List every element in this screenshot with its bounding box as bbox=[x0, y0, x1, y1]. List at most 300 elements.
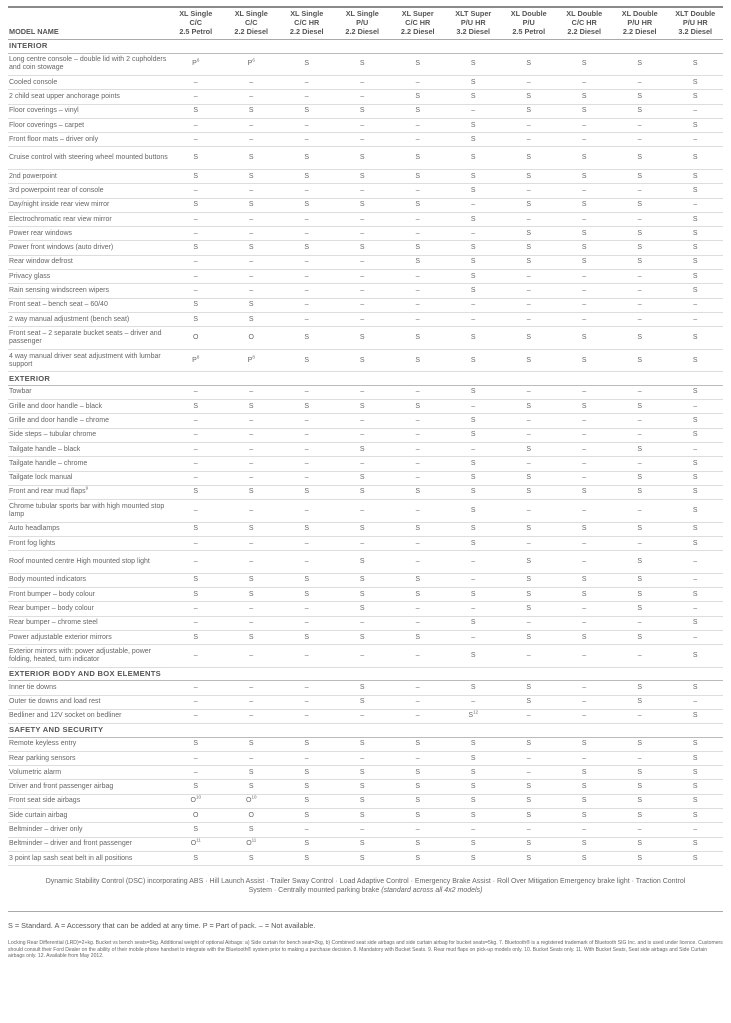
availability-cell: – bbox=[557, 500, 613, 523]
availability-cell: S bbox=[279, 485, 335, 499]
availability-cell: S bbox=[612, 837, 668, 851]
dsc-italic: (standard across all 4x2 models) bbox=[381, 887, 483, 895]
feature-label: Rear bumper – body colour bbox=[8, 602, 168, 616]
model-header-line: 3.2 Diesel bbox=[456, 27, 491, 36]
availability-cell: S bbox=[668, 90, 724, 104]
availability-cell: – bbox=[557, 536, 613, 550]
availability-cell: S bbox=[224, 400, 280, 414]
availability-cell: – bbox=[446, 823, 502, 837]
section-title: EXTERIOR BODY AND BOX ELEMENTS bbox=[8, 667, 723, 681]
availability-cell: S bbox=[335, 695, 391, 709]
availability-cell: S bbox=[390, 485, 446, 499]
availability-cell: – bbox=[335, 457, 391, 471]
table-row bbox=[8, 90, 723, 104]
table-row bbox=[8, 709, 723, 723]
availability-cell: O bbox=[168, 327, 224, 350]
table-row bbox=[8, 400, 723, 414]
availability-cell: S bbox=[446, 837, 502, 851]
availability-cell: S bbox=[446, 169, 502, 183]
availability-cell: – bbox=[612, 751, 668, 765]
availability-cell: S bbox=[446, 53, 502, 76]
table-row bbox=[8, 76, 723, 90]
availability-cell: S bbox=[501, 147, 557, 170]
availability-cell: – bbox=[612, 133, 668, 147]
availability-cell: S bbox=[557, 588, 613, 602]
availability-cell: S bbox=[224, 241, 280, 255]
footnote-ref: 6 bbox=[252, 57, 255, 63]
table-row bbox=[8, 573, 723, 587]
availability-cell: $S^{12}$ bbox=[446, 709, 502, 723]
availability-cell: S bbox=[612, 809, 668, 823]
availability-cell: – bbox=[168, 471, 224, 485]
availability-cell: – bbox=[279, 212, 335, 226]
availability-cell: S bbox=[335, 794, 391, 808]
availability-cell: S bbox=[446, 414, 502, 428]
model-header-line: C/C HR bbox=[405, 18, 431, 27]
availability-cell: S bbox=[612, 522, 668, 536]
availability-cell: S bbox=[557, 104, 613, 118]
availability-cell: S bbox=[557, 766, 613, 780]
availability-cell: S bbox=[501, 588, 557, 602]
availability-cell: S bbox=[557, 522, 613, 536]
table-row bbox=[8, 809, 723, 823]
availability-cell: – bbox=[501, 645, 557, 668]
availability-cell: S bbox=[390, 573, 446, 587]
availability-cell: – bbox=[557, 709, 613, 723]
availability-cell: S bbox=[446, 428, 502, 442]
availability-cell: S bbox=[335, 241, 391, 255]
availability-cell: S bbox=[501, 90, 557, 104]
availability-cell: S bbox=[168, 104, 224, 118]
availability-cell: S bbox=[279, 794, 335, 808]
availability-cell: – bbox=[668, 602, 724, 616]
availability-cell: – bbox=[501, 76, 557, 90]
availability-cell: – bbox=[446, 573, 502, 587]
availability-cell: – bbox=[224, 90, 280, 104]
availability-cell: – bbox=[224, 471, 280, 485]
availability-cell: – bbox=[612, 536, 668, 550]
availability-cell: S bbox=[668, 616, 724, 630]
model-header bbox=[335, 7, 391, 40]
availability-cell: S bbox=[390, 255, 446, 269]
availability-cell: S bbox=[557, 227, 613, 241]
model-header-line: XLT Super bbox=[455, 9, 492, 18]
availability-cell: S bbox=[557, 485, 613, 499]
availability-cell: S bbox=[612, 400, 668, 414]
availability-cell: – bbox=[168, 414, 224, 428]
feature-label: 3 point lap sash seat belt in all positions bbox=[8, 851, 168, 865]
availability-cell: S bbox=[335, 327, 391, 350]
availability-cell: S bbox=[446, 616, 502, 630]
feature-label: Day/night inside rear view mirror bbox=[8, 198, 168, 212]
availability-cell: S bbox=[446, 270, 502, 284]
availability-cell: – bbox=[390, 298, 446, 312]
availability-cell: S bbox=[168, 198, 224, 212]
availability-cell: – bbox=[612, 428, 668, 442]
availability-cell: – bbox=[446, 630, 502, 644]
model-header-line: XL Single bbox=[290, 9, 324, 18]
availability-cell: S bbox=[612, 53, 668, 76]
availability-cell: – bbox=[501, 751, 557, 765]
availability-cell: – bbox=[224, 709, 280, 723]
availability-cell: – bbox=[668, 298, 724, 312]
availability-cell: – bbox=[279, 118, 335, 132]
availability-cell: – bbox=[224, 76, 280, 90]
availability-cell: – bbox=[224, 212, 280, 226]
availability-cell: S bbox=[668, 751, 724, 765]
availability-cell: – bbox=[224, 695, 280, 709]
availability-cell: S bbox=[335, 588, 391, 602]
availability-cell: S bbox=[501, 630, 557, 644]
availability-cell: S bbox=[668, 428, 724, 442]
availability-cell: – bbox=[390, 536, 446, 550]
availability-cell: – bbox=[224, 270, 280, 284]
availability-cell: – bbox=[168, 442, 224, 456]
availability-cell: S bbox=[279, 573, 335, 587]
availability-cell: – bbox=[612, 118, 668, 132]
availability-cell: S bbox=[668, 471, 724, 485]
availability-cell: – bbox=[335, 118, 391, 132]
availability-cell: S bbox=[168, 147, 224, 170]
availability-cell: S bbox=[668, 169, 724, 183]
model-header bbox=[612, 7, 668, 40]
availability-cell: S bbox=[224, 198, 280, 212]
availability-cell: – bbox=[557, 428, 613, 442]
feature-label: Grille and door handle – chrome bbox=[8, 414, 168, 428]
model-header-line: C/C HR bbox=[571, 18, 597, 27]
availability-cell: – bbox=[390, 645, 446, 668]
availability-cell: – bbox=[168, 536, 224, 550]
availability-cell: S bbox=[557, 737, 613, 751]
availability-cell: S bbox=[501, 737, 557, 751]
header-row bbox=[8, 7, 723, 40]
table-row bbox=[8, 255, 723, 269]
model-header-line: XL Super bbox=[401, 9, 434, 18]
feature-label: Side steps – tubular chrome bbox=[8, 428, 168, 442]
availability-cell: – bbox=[168, 76, 224, 90]
availability-cell: S bbox=[390, 837, 446, 851]
availability-cell: – bbox=[501, 270, 557, 284]
table-row bbox=[8, 442, 723, 456]
table-row bbox=[8, 133, 723, 147]
availability-cell: S bbox=[335, 630, 391, 644]
availability-cell: – bbox=[501, 298, 557, 312]
feature-label: Beltminder – driver only bbox=[8, 823, 168, 837]
dsc-note bbox=[8, 877, 723, 895]
table-row bbox=[8, 500, 723, 523]
availability-cell: S bbox=[501, 602, 557, 616]
model-header-line: P/U bbox=[356, 18, 369, 27]
table-row bbox=[8, 485, 723, 499]
table-row bbox=[8, 551, 723, 574]
availability-cell: $P^8$ bbox=[224, 349, 280, 372]
availability-cell: – bbox=[224, 184, 280, 198]
availability-cell: S bbox=[335, 573, 391, 587]
availability-cell: – bbox=[446, 227, 502, 241]
availability-cell: – bbox=[224, 645, 280, 668]
availability-cell: – bbox=[557, 212, 613, 226]
availability-cell: – bbox=[224, 442, 280, 456]
availability-cell: S bbox=[668, 485, 724, 499]
availability-cell: – bbox=[557, 823, 613, 837]
availability-cell: S bbox=[446, 751, 502, 765]
availability-cell: – bbox=[501, 428, 557, 442]
availability-cell: S bbox=[279, 837, 335, 851]
availability-cell: S bbox=[501, 551, 557, 574]
availability-cell: – bbox=[668, 198, 724, 212]
feature-label: Bedliner and 12V socket on bedliner bbox=[8, 709, 168, 723]
section-header bbox=[8, 372, 723, 386]
availability-cell: – bbox=[168, 766, 224, 780]
availability-cell: S bbox=[668, 536, 724, 550]
table-row bbox=[8, 169, 723, 183]
availability-cell: – bbox=[501, 284, 557, 298]
availability-cell: – bbox=[224, 681, 280, 695]
availability-cell: S bbox=[446, 147, 502, 170]
feature-label: Power front windows (auto driver) bbox=[8, 241, 168, 255]
availability-cell: – bbox=[668, 442, 724, 456]
availability-cell: – bbox=[335, 751, 391, 765]
availability-cell: S bbox=[501, 442, 557, 456]
availability-cell: S bbox=[668, 709, 724, 723]
availability-cell: – bbox=[501, 616, 557, 630]
feature-label: Tailgate handle – chrome bbox=[8, 457, 168, 471]
table-row bbox=[8, 737, 723, 751]
availability-cell: – bbox=[501, 414, 557, 428]
availability-cell: S bbox=[390, 198, 446, 212]
availability-cell: S bbox=[612, 630, 668, 644]
availability-cell: S bbox=[168, 241, 224, 255]
availability-cell: – bbox=[279, 645, 335, 668]
availability-cell: S bbox=[279, 53, 335, 76]
availability-cell: – bbox=[612, 212, 668, 226]
availability-cell: – bbox=[279, 442, 335, 456]
availability-cell: S bbox=[446, 90, 502, 104]
dsc-text: Dynamic Stability Control (DSC) incorporating ABS · Hill Launch Assist · Trailer Sway Control · Load Adaptive Control · Emergency Brake Assist · Roll Over Mitigation Emergency brake light · Traction Control System · Centrally mounted parking brake bbox=[45, 878, 686, 895]
availability-cell: S bbox=[168, 851, 224, 865]
availability-cell: – bbox=[279, 298, 335, 312]
availability-cell: S bbox=[557, 327, 613, 350]
availability-cell: S bbox=[335, 851, 391, 865]
availability-cell: S bbox=[390, 147, 446, 170]
availability-cell: – bbox=[279, 751, 335, 765]
availability-cell: – bbox=[279, 536, 335, 550]
availability-cell: – bbox=[557, 298, 613, 312]
availability-cell: S bbox=[335, 737, 391, 751]
availability-cell: S bbox=[501, 327, 557, 350]
availability-cell: – bbox=[168, 270, 224, 284]
availability-cell: – bbox=[612, 76, 668, 90]
availability-cell: S bbox=[390, 104, 446, 118]
section-header bbox=[8, 40, 723, 54]
section-title: EXTERIOR bbox=[8, 372, 723, 386]
availability-cell: S bbox=[224, 588, 280, 602]
availability-cell: S bbox=[612, 681, 668, 695]
availability-cell: – bbox=[168, 184, 224, 198]
availability-cell: – bbox=[390, 457, 446, 471]
availability-cell: S bbox=[501, 104, 557, 118]
model-header bbox=[390, 7, 446, 40]
availability-cell: – bbox=[279, 227, 335, 241]
feature-label: 2nd powerpoint bbox=[8, 169, 168, 183]
table-row bbox=[8, 823, 723, 837]
availability-cell: S bbox=[390, 522, 446, 536]
availability-cell: S bbox=[390, 400, 446, 414]
feature-label: Auto headlamps bbox=[8, 522, 168, 536]
feature-label: Volumetric alarm bbox=[8, 766, 168, 780]
availability-cell: – bbox=[612, 312, 668, 326]
availability-cell: – bbox=[612, 298, 668, 312]
availability-cell: S bbox=[612, 169, 668, 183]
availability-cell: S bbox=[279, 737, 335, 751]
availability-cell: – bbox=[390, 695, 446, 709]
table-row bbox=[8, 184, 723, 198]
availability-cell: S bbox=[446, 241, 502, 255]
availability-cell: – bbox=[557, 385, 613, 399]
specification-table bbox=[8, 6, 723, 866]
availability-cell: S bbox=[224, 766, 280, 780]
feature-label: Grille and door handle – black bbox=[8, 400, 168, 414]
availability-cell: S bbox=[612, 780, 668, 794]
availability-cell: – bbox=[446, 602, 502, 616]
availability-cell: – bbox=[224, 457, 280, 471]
availability-cell: S bbox=[501, 522, 557, 536]
availability-cell: – bbox=[612, 414, 668, 428]
availability-cell: S bbox=[390, 588, 446, 602]
feature-label: 3rd powerpoint rear of console bbox=[8, 184, 168, 198]
availability-cell: – bbox=[390, 551, 446, 574]
availability-cell: – bbox=[279, 184, 335, 198]
availability-cell: – bbox=[557, 645, 613, 668]
availability-cell: S bbox=[446, 500, 502, 523]
availability-cell: S bbox=[168, 573, 224, 587]
availability-cell: S bbox=[224, 573, 280, 587]
feature-label: Front seat – bench seat – 60/40 bbox=[8, 298, 168, 312]
availability-cell: – bbox=[335, 645, 391, 668]
availability-cell: – bbox=[390, 227, 446, 241]
availability-cell: S bbox=[668, 255, 724, 269]
table-row bbox=[8, 536, 723, 550]
availability-cell: – bbox=[612, 457, 668, 471]
availability-cell: – bbox=[557, 284, 613, 298]
availability-cell: S bbox=[612, 104, 668, 118]
availability-cell: S bbox=[668, 270, 724, 284]
availability-cell: S bbox=[668, 737, 724, 751]
availability-cell: – bbox=[390, 681, 446, 695]
availability-cell: S bbox=[501, 695, 557, 709]
availability-cell: $P^8$ bbox=[168, 349, 224, 372]
spec-sheet bbox=[8, 0, 723, 960]
section-header bbox=[8, 724, 723, 738]
availability-cell: – bbox=[612, 284, 668, 298]
availability-cell: S bbox=[501, 809, 557, 823]
availability-cell: – bbox=[390, 823, 446, 837]
availability-cell: – bbox=[168, 645, 224, 668]
availability-cell: – bbox=[335, 414, 391, 428]
feature-label: Front fog lights bbox=[8, 536, 168, 550]
availability-cell: – bbox=[168, 602, 224, 616]
availability-cell: O bbox=[168, 809, 224, 823]
availability-cell: – bbox=[335, 709, 391, 723]
model-header-line: 3.2 Diesel bbox=[678, 27, 713, 36]
availability-cell: – bbox=[168, 457, 224, 471]
feature-label: Rear bumper – chrome steel bbox=[8, 616, 168, 630]
availability-cell: – bbox=[168, 709, 224, 723]
availability-cell: S bbox=[279, 400, 335, 414]
availability-cell: S bbox=[446, 737, 502, 751]
availability-cell: – bbox=[668, 573, 724, 587]
availability-cell: S bbox=[446, 485, 502, 499]
availability-cell: S bbox=[390, 327, 446, 350]
availability-cell: – bbox=[279, 428, 335, 442]
availability-cell: S bbox=[668, 118, 724, 132]
availability-cell: S bbox=[501, 851, 557, 865]
footnote-ref: 8 bbox=[252, 354, 255, 360]
availability-cell: – bbox=[335, 385, 391, 399]
availability-cell: – bbox=[390, 428, 446, 442]
feature-label: Floor coverings – vinyl bbox=[8, 104, 168, 118]
availability-cell: – bbox=[279, 385, 335, 399]
availability-cell: – bbox=[279, 695, 335, 709]
section-header bbox=[8, 667, 723, 681]
availability-cell: S bbox=[279, 241, 335, 255]
availability-cell: – bbox=[446, 198, 502, 212]
availability-cell: – bbox=[224, 500, 280, 523]
availability-cell: S bbox=[335, 522, 391, 536]
table-row bbox=[8, 298, 723, 312]
availability-cell: – bbox=[612, 184, 668, 198]
table-row bbox=[8, 630, 723, 644]
availability-cell: – bbox=[390, 442, 446, 456]
availability-cell: S bbox=[446, 809, 502, 823]
availability-cell: – bbox=[335, 823, 391, 837]
model-header-line: 2.2 Diesel bbox=[567, 27, 602, 36]
availability-cell: – bbox=[557, 751, 613, 765]
availability-cell: – bbox=[279, 414, 335, 428]
availability-cell: – bbox=[335, 312, 391, 326]
availability-cell: S bbox=[279, 588, 335, 602]
availability-cell: S bbox=[668, 809, 724, 823]
model-header-line: 2.5 Petrol bbox=[512, 27, 546, 36]
model-header-line: P/U bbox=[522, 18, 535, 27]
availability-cell: S bbox=[668, 184, 724, 198]
availability-cell: S bbox=[446, 457, 502, 471]
availability-cell: S bbox=[224, 169, 280, 183]
model-header-line: XL Double bbox=[566, 9, 603, 18]
availability-cell: S bbox=[668, 76, 724, 90]
availability-cell: S bbox=[335, 147, 391, 170]
availability-cell: – bbox=[501, 457, 557, 471]
feature-label: 4 way manual driver seat adjustment with lumbar support bbox=[8, 349, 168, 372]
feature-label: Inner tie downs bbox=[8, 681, 168, 695]
availability-cell: – bbox=[224, 284, 280, 298]
availability-cell: S bbox=[668, 327, 724, 350]
table-row bbox=[8, 645, 723, 668]
availability-cell: – bbox=[168, 284, 224, 298]
availability-cell: – bbox=[390, 709, 446, 723]
model-header-line: 2.2 Diesel bbox=[622, 27, 657, 36]
availability-cell: – bbox=[557, 76, 613, 90]
availability-cell: S bbox=[168, 485, 224, 499]
availability-cell: – bbox=[390, 118, 446, 132]
footnote-ref: 11 bbox=[196, 837, 201, 843]
availability-cell: – bbox=[279, 270, 335, 284]
table-row bbox=[8, 385, 723, 399]
availability-cell: S bbox=[446, 76, 502, 90]
availability-cell: – bbox=[224, 133, 280, 147]
availability-cell: – bbox=[335, 184, 391, 198]
model-header-line: P/U HR bbox=[627, 18, 653, 27]
